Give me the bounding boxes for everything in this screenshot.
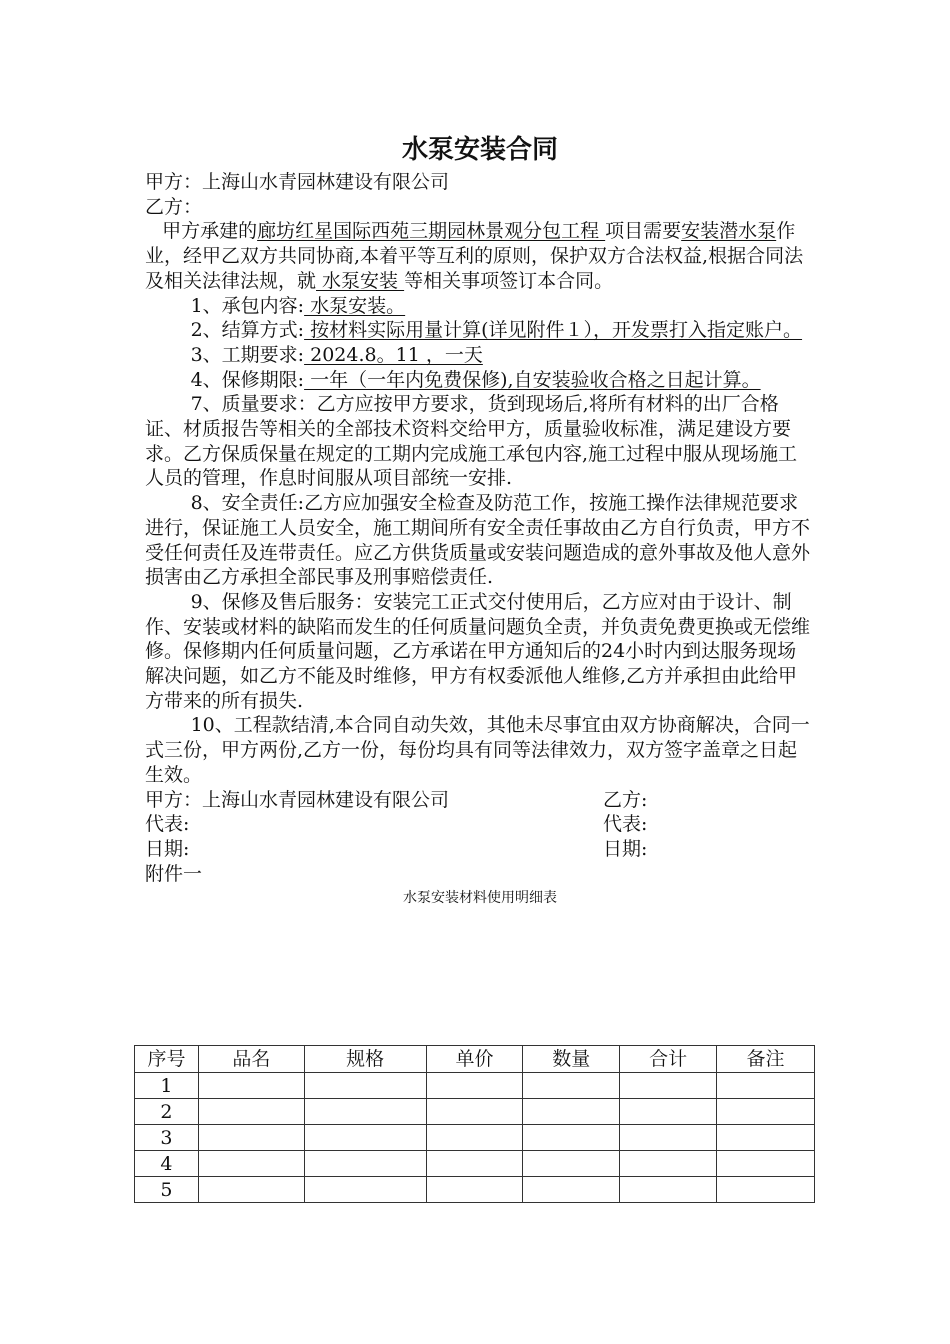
cell <box>717 1151 815 1177</box>
table-header-row <box>135 1046 815 1073</box>
cell <box>304 1099 426 1125</box>
clause-2 <box>145 318 815 343</box>
clause-2-value: 按材料实际用量计算(详见附件１），开发票打入指定账户。 <box>304 319 803 342</box>
table-row <box>135 1099 815 1125</box>
clause-1-label: 1、承包内容: <box>190 294 305 317</box>
header-spec: 规格 <box>304 1046 426 1073</box>
clause-10: 10、工程款结清,本合同自动失效，其他未尽事宜由双方协商解决，合同一式三份，甲方两份,乙方一份，每份均具有同等法律效力，双方签字盖章之日起生效。 <box>145 714 810 786</box>
row-index: 5 <box>135 1177 199 1203</box>
cell <box>717 1177 815 1203</box>
clause-7: 7、质量要求：乙方应按甲方要求，货到现场后,将所有材料的出厂合格证、材质报告等相关的全部技术资料交给甲方，质量验收标准，满足建设方要求。乙方保质保量在规定的工期内完成施工承包内容,施工过程中服从现场施工人员的管理，作息时间服从项目部统一安排. <box>145 393 798 490</box>
cell <box>717 1125 815 1151</box>
clause-4-value: 一年（一年内免费保修),自安装验收合格之日起计算。 <box>304 368 761 391</box>
clause-1 <box>145 294 815 319</box>
cell <box>523 1073 620 1099</box>
clause-4 <box>145 368 815 393</box>
cell <box>304 1177 426 1203</box>
cell <box>523 1151 620 1177</box>
contract-page <box>145 130 815 908</box>
cell <box>717 1099 815 1125</box>
intro-text-1: 甲方承建的 <box>162 220 258 243</box>
signature-party-b: 乙方: <box>603 788 648 811</box>
clause-3-value: 2024.8。11 ，一天 <box>304 343 483 366</box>
cell <box>426 1099 523 1125</box>
header-total: 合计 <box>620 1046 717 1073</box>
signature-date-b: 日期: <box>603 837 648 860</box>
row-index: 2 <box>135 1099 199 1125</box>
table-row <box>135 1177 815 1203</box>
cell <box>620 1125 717 1151</box>
clause-1-value: 水泵安装。 <box>304 294 406 317</box>
cell <box>198 1151 304 1177</box>
header-quantity: 数量 <box>523 1046 620 1073</box>
cell <box>198 1099 304 1125</box>
clause-4-label: 4、保修期限: <box>190 368 305 391</box>
clause-2-label: 2、结算方式: <box>190 319 305 342</box>
attachment-label: 附件一 <box>145 862 203 885</box>
clause-8: 8、安全责任:乙方应加强安全检查及防范工作，按施工操作法律规范要求进行，保证施工人员安全，施工期间所有安全责任事故由乙方自行负责，甲方不受任何责任及连带责任。应乙方供货质量或安装问题造成的意外事故及他人意外损害由乙方承担全部民事及刑事赔偿责任. <box>145 492 811 589</box>
intro-paragraph <box>145 219 815 293</box>
clause-3-label: 3、工期要求: <box>190 343 305 366</box>
table-row <box>135 1073 815 1099</box>
cell <box>620 1099 717 1125</box>
cell <box>304 1151 426 1177</box>
cell <box>304 1125 426 1151</box>
cell <box>426 1177 523 1203</box>
header-item-name: 品名 <box>198 1046 304 1073</box>
cell <box>523 1177 620 1203</box>
header-remarks: 备注 <box>717 1046 815 1073</box>
intro-text-2: 项目需要 <box>605 220 682 243</box>
cell <box>523 1099 620 1125</box>
clause-9: 9、保修及售后服务：安装完工正式交付使用后，乙方应对由于设计、制作、安装或材料的缺陷而发生的任何质量问题负全责，并负责免费更换或无偿维修。保修期内任何质量问题，乙方承诺在甲方通知后的24小时内到达服务现场解决问题，如乙方不能及时维修，甲方有权委派他人维修,乙方并承担由此给甲方带来的所有损失. <box>145 590 811 712</box>
cell <box>620 1073 717 1099</box>
signature-row-rep <box>145 812 815 837</box>
table-row <box>135 1151 815 1177</box>
cell <box>426 1073 523 1099</box>
cell <box>304 1073 426 1099</box>
signature-date-a: 日期: <box>145 837 190 860</box>
materials-table <box>134 1045 815 1203</box>
page-title: 水泵安装合同 <box>401 135 558 165</box>
signature-row-party <box>145 788 815 813</box>
cell <box>198 1177 304 1203</box>
contract-subject: 水泵安装 <box>316 269 405 292</box>
cell <box>426 1151 523 1177</box>
cell <box>198 1073 304 1099</box>
row-index: 3 <box>135 1125 199 1151</box>
intro-text-3: 作业，经甲乙双方共同协商,本着平等互利的原则，保护双方合法权益,根据合同法及相关法律法规，就 <box>145 220 804 292</box>
signature-rep-a: 代表: <box>145 813 190 836</box>
header-unit-price: 单价 <box>426 1046 523 1073</box>
work-type: 安装潜水泵 <box>681 220 777 243</box>
cell <box>523 1125 620 1151</box>
clause-3 <box>145 343 815 368</box>
row-index: 4 <box>135 1151 199 1177</box>
header-index: 序号 <box>135 1046 199 1073</box>
signature-row-date <box>145 837 815 862</box>
cell <box>620 1177 717 1203</box>
party-a-line: 甲方：上海山水青园林建设有限公司 <box>145 171 450 193</box>
signature-rep-b: 代表: <box>603 813 648 836</box>
intro-text-4: 等相关事项签订本合同。 <box>404 269 614 292</box>
row-index: 1 <box>135 1073 199 1099</box>
table-caption: 水泵安装材料使用明细表 <box>403 890 557 907</box>
project-name: 廊坊红星国际西苑三期园林景观分包工程 <box>257 220 606 243</box>
cell <box>198 1125 304 1151</box>
party-b-line: 乙方： <box>145 195 203 218</box>
cell <box>426 1125 523 1151</box>
table-row <box>135 1125 815 1151</box>
cell <box>620 1151 717 1177</box>
signature-party-a: 甲方：上海山水青园林建设有限公司 <box>145 788 450 811</box>
cell <box>717 1073 815 1099</box>
